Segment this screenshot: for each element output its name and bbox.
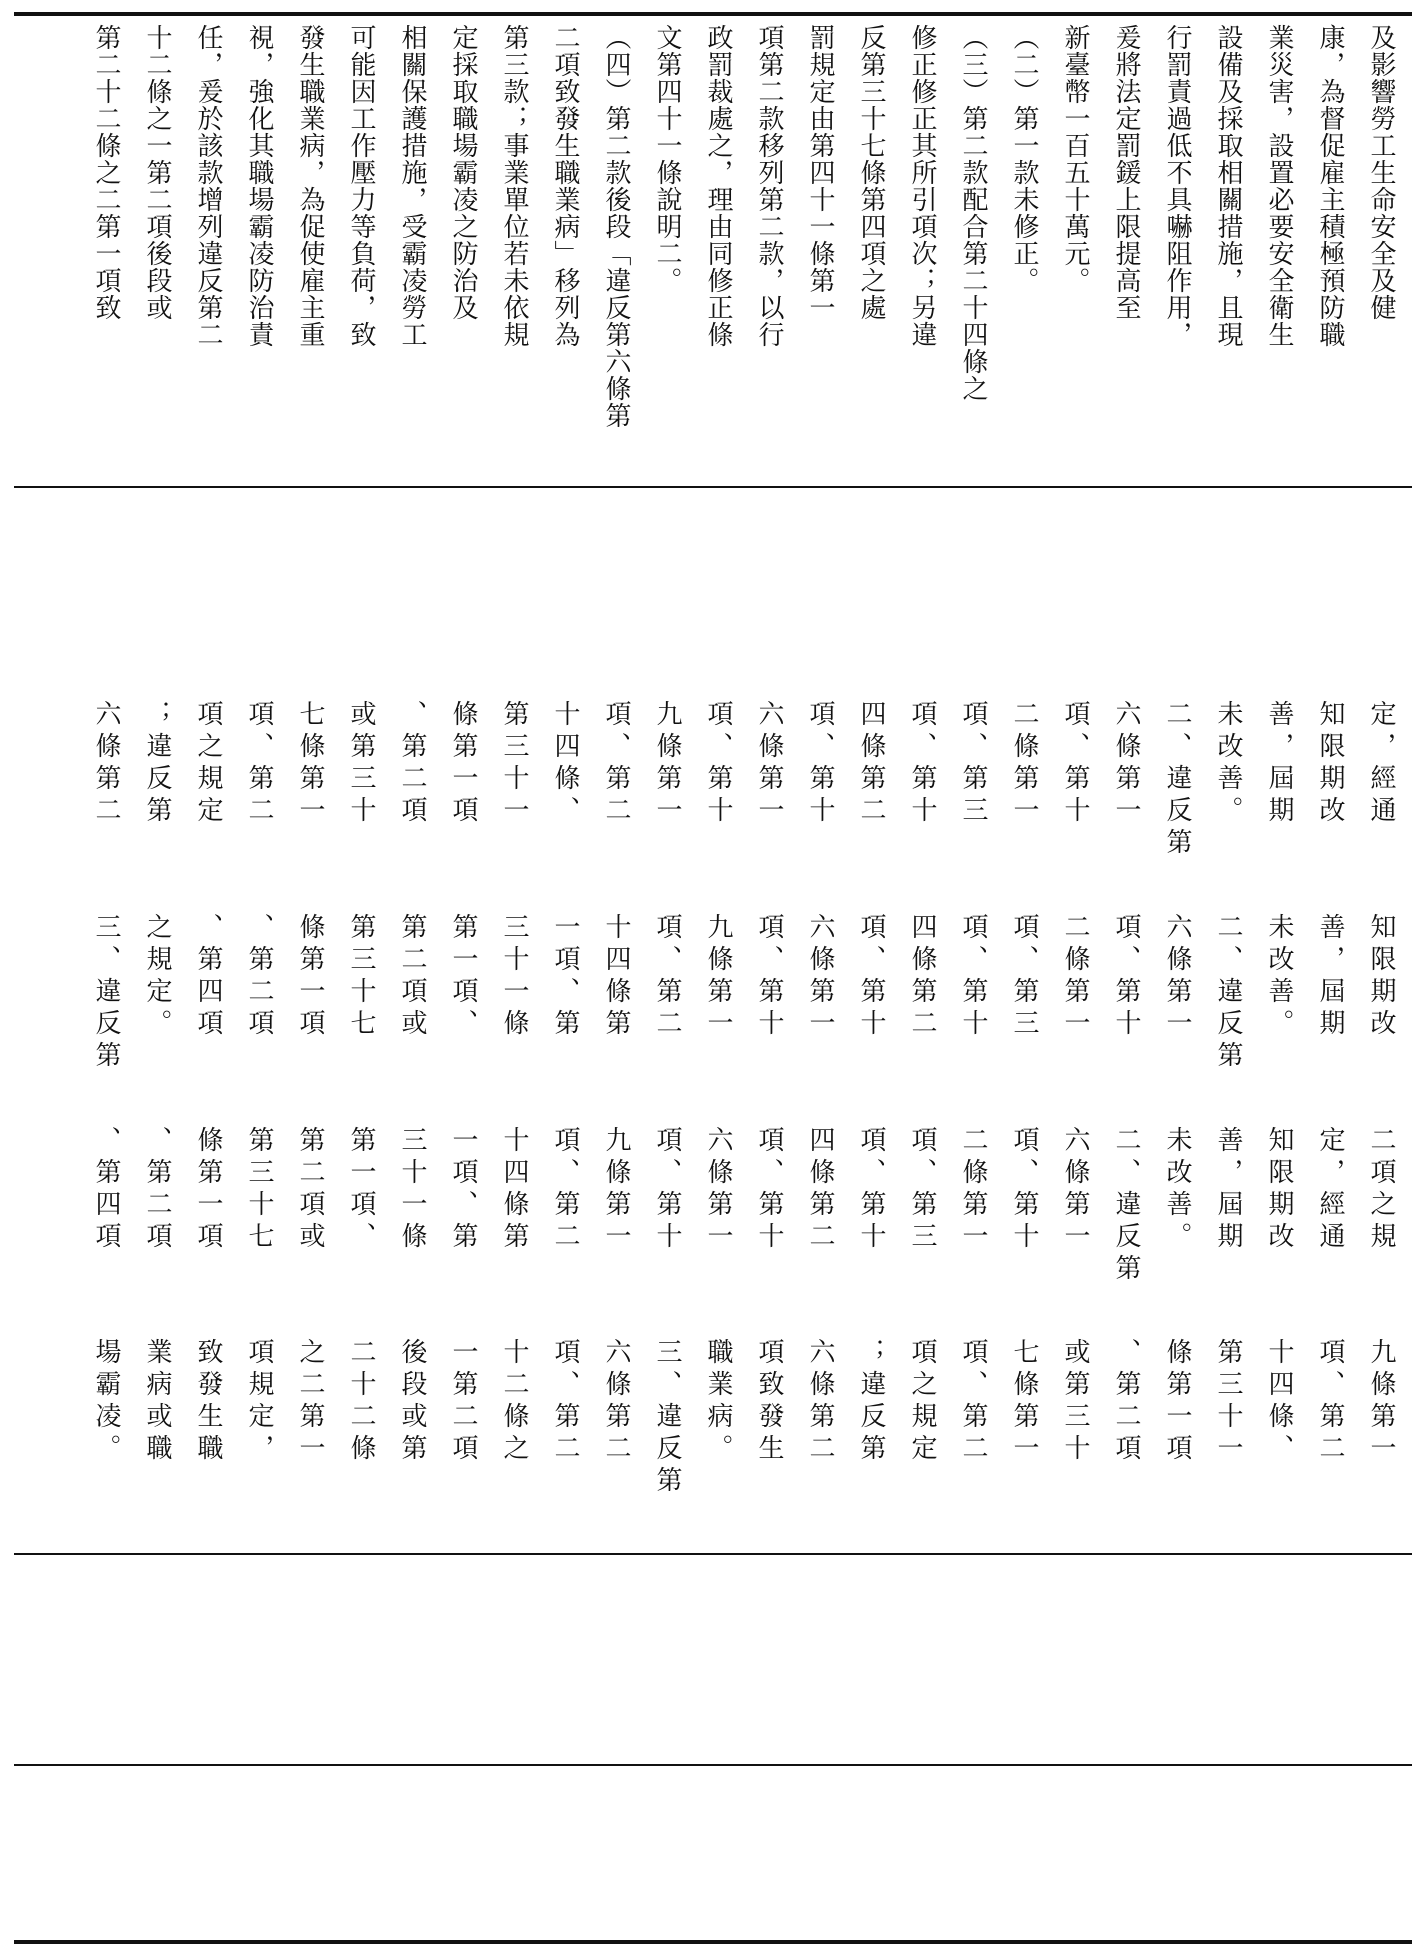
comparison-column-c — [20, 1126, 1406, 1331]
comparison-column-b — [20, 913, 1406, 1118]
section-divider-2 — [14, 1553, 1412, 1555]
comparison-column-a-text: 定，經通 知限期改 善，屆期 未改善。 二、違反第 六條第一 項、第十 二條第一 項、第三 項、第十 四條第二 項、第十 六條第一 項、第十 九條第一 項、第二 十四條、 第三十一 條第一項 、第二項 或第三十 七條第一 項、第二 項之規定 ；違反第 六條第二 — [91, 700, 1396, 860]
section-divider-1 — [14, 486, 1412, 488]
top-rule — [14, 12, 1412, 16]
comparison-column-c-text: 二項之規 定，經通 知限期改 善，屆期 未改善。 二、違反第 六條第一 項、第十 二條第一 項、第三 項、第十 四條第二 項、第十 六條第一 項、第十 九條第一 項、第二 十四條第 一項、第 三十一條 第一項、 第二項或 第三十七 條第一項 、第二項 、第四項 — [91, 1126, 1396, 1286]
bottom-rule — [14, 1940, 1412, 1944]
comparison-column-a — [20, 700, 1406, 905]
explanation-block — [20, 24, 1406, 476]
explanation-text: 及影響勞工生命安全及健 康，為督促雇主積極預防職 業災害，設置必要安全衛生 設備及採取相關措施，且現 行罰責過低不具嚇阻作用， 爰將法定罰鍰上限提高至 新臺幣一百五十萬元。 （二）第一款未修正。 （三）第二款配合第二十四條之 修正修正其所引項次；另違 反第三十七條第四項之處 罰規定由第四十一條第一 項第二款移列第二款，以行 政罰裁處之，理由同修正條 文第四十一條說明二。 （四）第二款後段「違反第六條第 二項致發生職業病」移列為 第三款；事業單位若未依規 定採取職場霸凌之防治及 相關保護措施，受霸凌勞工 可能因工作壓力等負荷，致 發生職業病，為促使雇主重 視，強化其職場霸凌防治責 任，爰於該款增列違反第二 十二條之一第二項後段或 第二十二條之二第一項致 — [91, 24, 1396, 429]
comparison-column-d-text: 九條第一 項、第二 十四條、 第三十一 條第一項 、第二項 或第三十 七條第一 項、第二 項之規定 ；違反第 六條第二 項致發生 職業病。 三、違反第 六條第二 項、第二 十二條之 一第二項 後段或第 二十二條 之二第一 項規定， 致發生職 業病或職 場霸凌。 — [91, 1338, 1396, 1498]
comparison-column-d — [20, 1338, 1406, 1543]
comparison-column-b-text: 知限期改 善，屆期 未改善。 二、違反第 六條第一 項、第十 二條第一 項、第三 項、第十 四條第二 項、第十 六條第一 項、第十 九條第一 項、第二 十四條第 一項、第 三十一條 第一項、 第二項或 第三十七 條第一項 、第二項 、第四項 之規定。 三、違反第 — [91, 913, 1396, 1073]
section-divider-3 — [14, 1764, 1412, 1766]
